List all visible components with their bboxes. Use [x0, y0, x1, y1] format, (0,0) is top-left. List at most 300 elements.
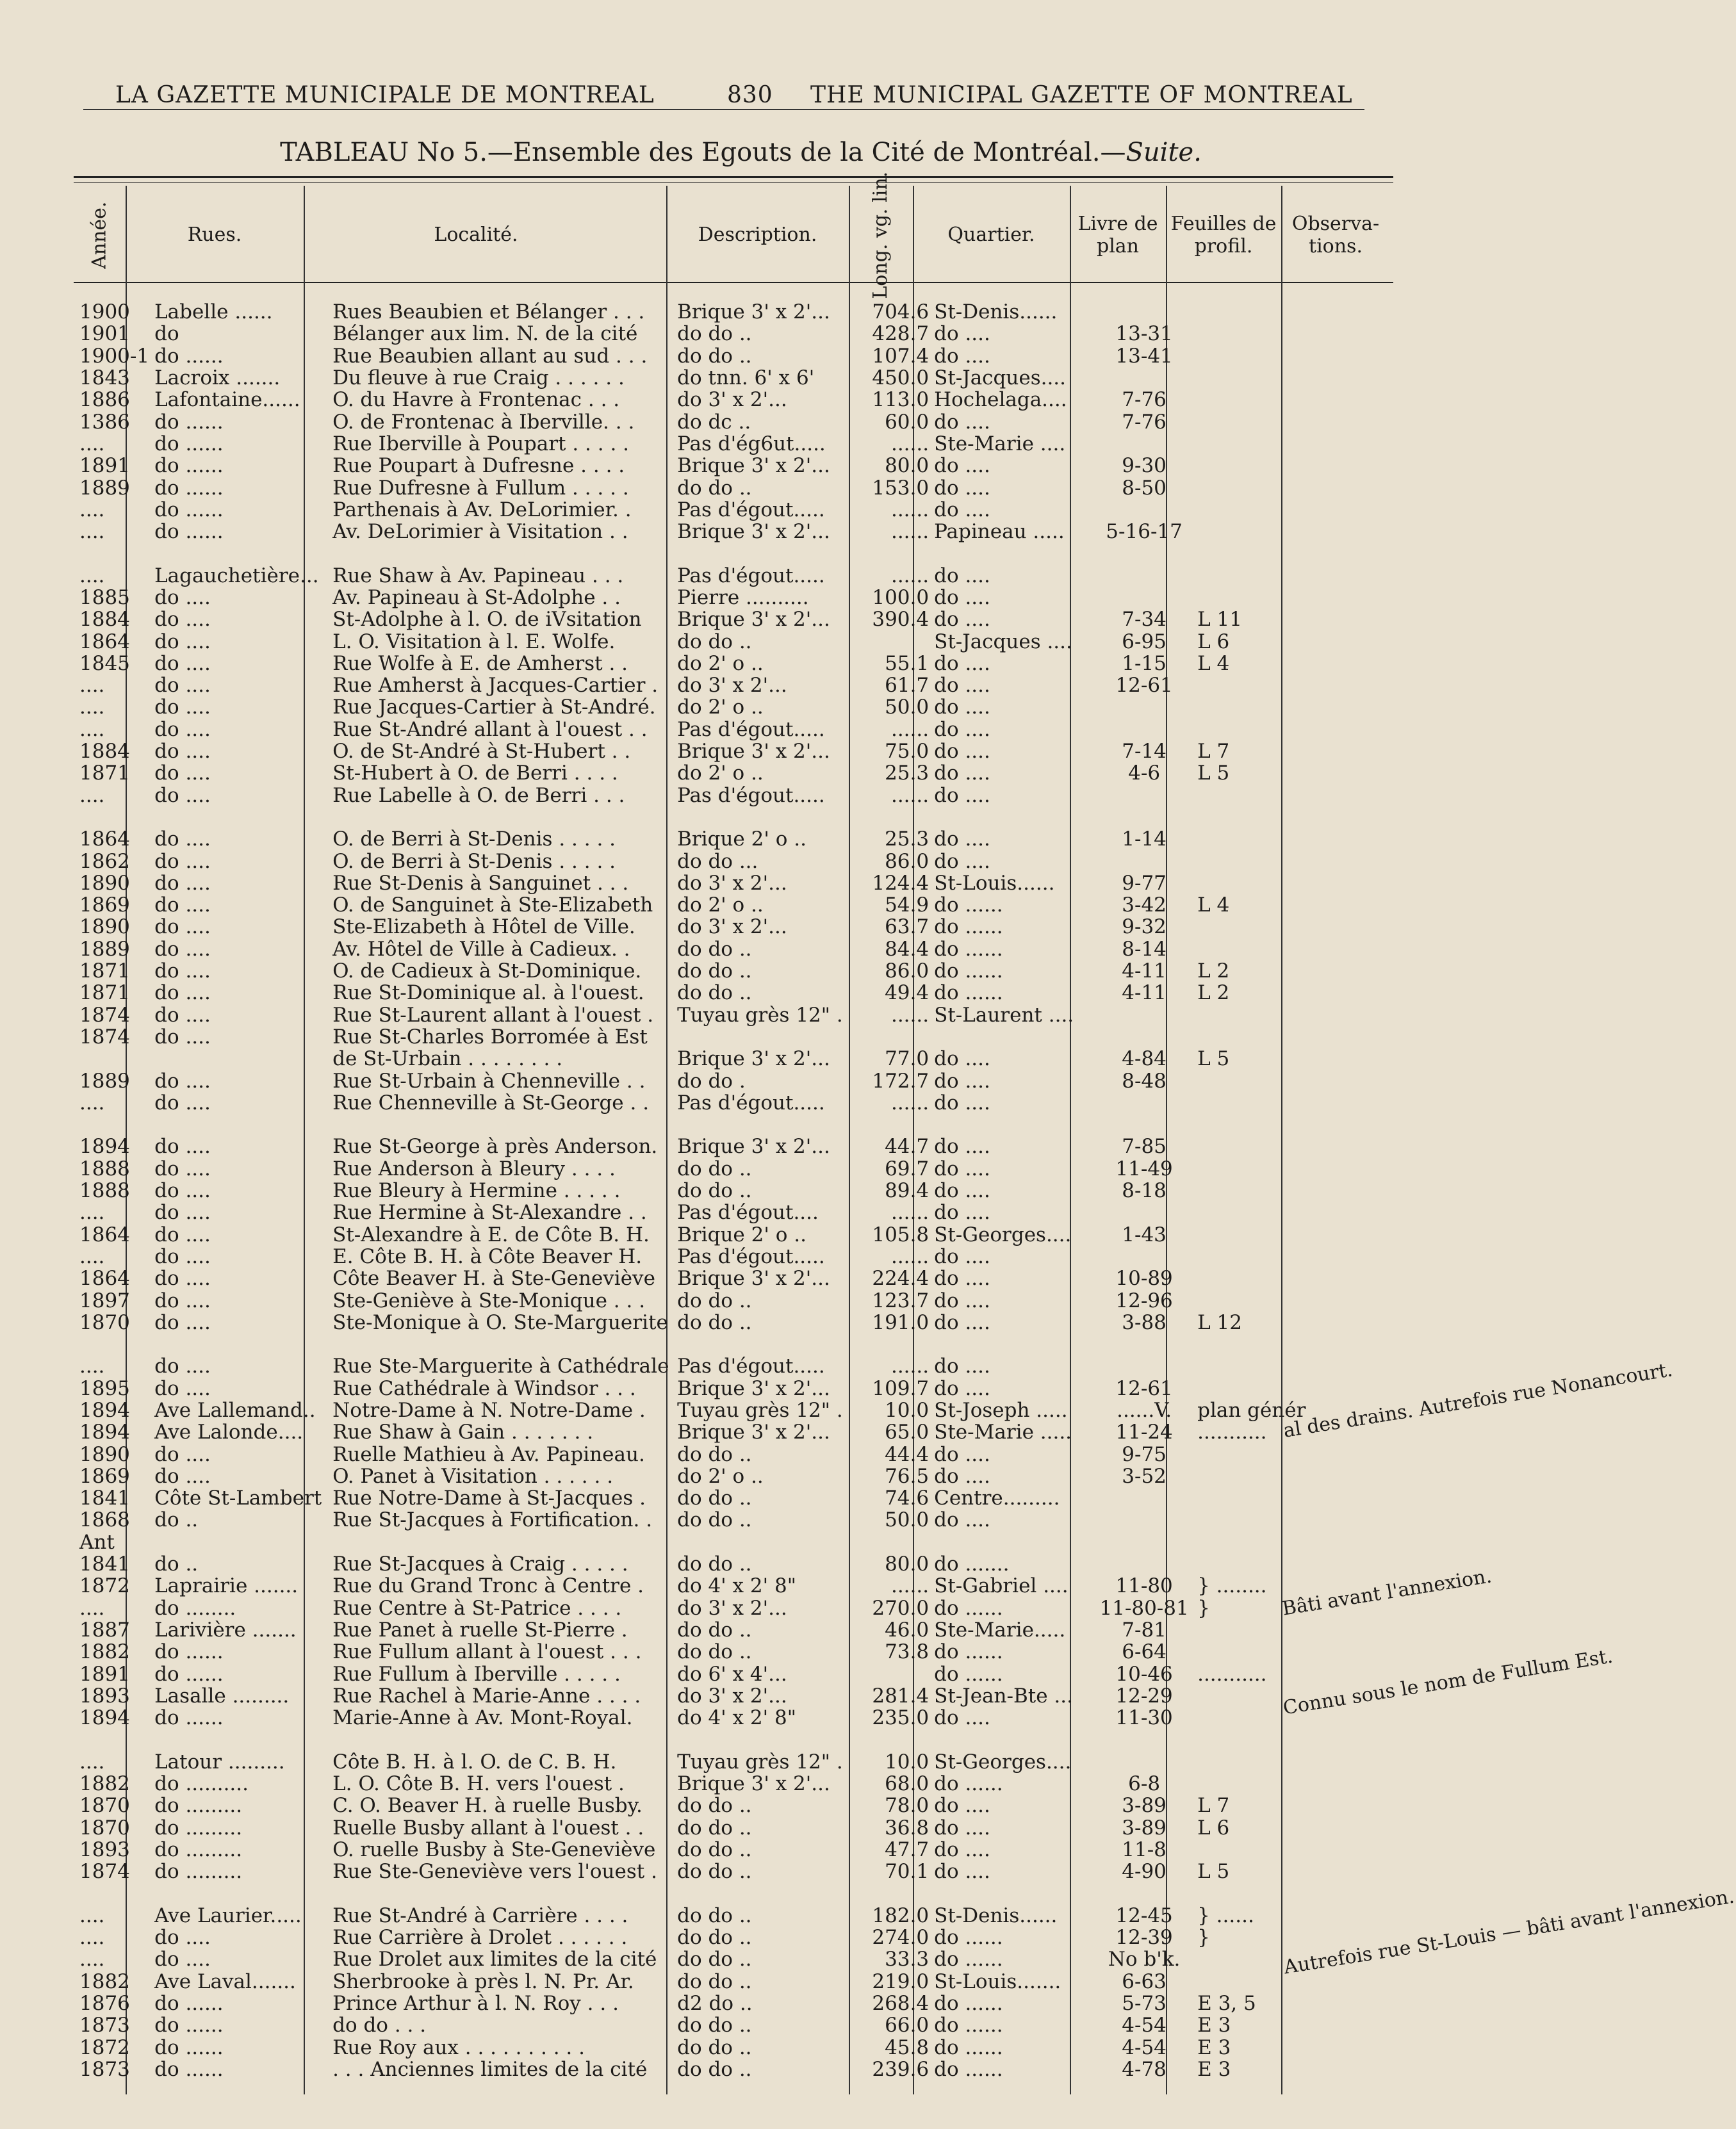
row-year: 1884 [79, 608, 130, 632]
row-year: 1841 [79, 1487, 130, 1510]
row-locality: . . . Anciennes limites de la cité [332, 2057, 648, 2081]
row-ward: do .... [934, 828, 990, 851]
row-observation [1315, 1905, 1429, 1927]
row-observation [1315, 1114, 1429, 1136]
table-row [77, 1927, 1429, 1948]
row-locality: Rue Jacques-Cartier à St-André. [332, 696, 656, 719]
row-plan-book [1093, 542, 1195, 564]
row-ward: do .... [934, 1706, 990, 1730]
row-locality: Rue Wolfe à E. de Amherst . . [332, 651, 628, 675]
table-row [77, 1443, 1429, 1465]
row-description: do do .. [677, 1618, 752, 1642]
row-profile-sheet [1195, 542, 1315, 564]
row-year: 1895 [79, 1376, 130, 1400]
row-profile-sheet [1195, 323, 1315, 345]
row-plan-book: 12-29 [1115, 1684, 1173, 1708]
table-row [77, 455, 1429, 477]
row-profile-sheet [1195, 1465, 1315, 1487]
row-year: 1864 [79, 1267, 130, 1291]
row-locality: Notre-Dame à N. Notre-Dame . [332, 1398, 646, 1422]
row-length: 75.0 [885, 740, 929, 763]
row-ward: do .... [934, 476, 990, 500]
row-description [675, 1729, 862, 1750]
table-row [77, 1355, 1429, 1377]
row-plan-book [1093, 1355, 1195, 1377]
row-length: 69.7 [885, 1157, 929, 1180]
row-street: do ......... [154, 1838, 243, 1861]
row-plan-book: 12-61 [1115, 674, 1173, 697]
row-street: do .... [154, 981, 211, 1005]
row-year: 1886 [79, 388, 130, 412]
row-profile-sheet: L 12 [1197, 1310, 1242, 1334]
row-street: do .... [154, 608, 211, 632]
row-street [152, 1114, 330, 1136]
row-description [675, 542, 862, 564]
row-length: ...... [890, 1355, 929, 1378]
row-ward: Ste-Marie .... [934, 432, 1066, 455]
row-observation [1315, 674, 1429, 696]
row-plan-book: 3-89 [1122, 1794, 1167, 1818]
row-length: ...... [890, 1244, 929, 1268]
row-year [77, 1048, 152, 1070]
row-street: do .. [154, 1508, 199, 1532]
row-street: do ......... [154, 1860, 243, 1884]
row-year: .... [79, 1201, 105, 1225]
row-length: 153.0 [872, 476, 929, 500]
table-row [77, 1026, 1429, 1048]
row-locality: O. ruelle Busby à Ste-Geneviève [332, 1838, 656, 1861]
row-plan-book: 3-42 [1122, 893, 1167, 917]
row-observation [1315, 1070, 1429, 1091]
row-locality: Rue Beaubien allant au sud . . . [332, 344, 648, 368]
row-ward: do .... [934, 717, 990, 741]
row-profile-sheet [1195, 587, 1315, 608]
row-length: 70.1 [885, 1860, 929, 1884]
row-locality: L. O. Visitation à l. E. Wolfe. [332, 630, 616, 653]
row-year: 1889 [79, 1069, 130, 1093]
row-profile-sheet [1195, 1773, 1315, 1795]
row-locality: Rue Rachel à Marie-Anne . . . . [332, 1684, 641, 1708]
row-locality: Parthenais à Av. DeLorimier. . [332, 498, 632, 521]
row-profile-sheet [1195, 1136, 1315, 1157]
row-profile-sheet: L 7 [1197, 740, 1230, 763]
row-ward: St-Jacques.... [934, 366, 1067, 390]
row-locality: Rue St-Charles Borromée à Est [332, 1025, 648, 1048]
row-locality: O. de St-André à St-Hubert . . [332, 740, 631, 763]
row-profile-sheet [1195, 345, 1315, 367]
row-description: do do .. [677, 344, 752, 368]
row-locality: L. O. Côte B. H. vers l'ouest . [332, 1772, 625, 1796]
row-profile-sheet [1195, 477, 1315, 498]
row-ward: do .... [934, 1201, 990, 1225]
row-locality [330, 1882, 675, 1904]
row-description: do 2' o .. [677, 893, 764, 917]
row-ward: do .... [934, 586, 990, 609]
row-ward: do .... [934, 849, 990, 873]
row-description: Pas d'égout.... [677, 1201, 819, 1225]
table-row [77, 1905, 1429, 1927]
row-year: 1868 [79, 1508, 130, 1532]
row-length: 123.7 [872, 1289, 929, 1312]
table-row [77, 1334, 1429, 1355]
row-ward: do .... [934, 1289, 990, 1312]
row-plan-book: 13-41 [1115, 344, 1173, 368]
row-street [152, 1882, 330, 1904]
row-profile-sheet: E 3 [1197, 2057, 1231, 2081]
row-profile-sheet [1195, 301, 1315, 323]
row-plan-book: 9-32 [1122, 915, 1167, 939]
row-description: Brique 3' x 2'... [677, 1376, 830, 1400]
row-plan-book: 7-81 [1122, 1618, 1167, 1642]
table-row [77, 608, 1429, 630]
row-plan-book: 11-30 [1115, 1706, 1173, 1730]
row-year: 1887 [79, 1618, 130, 1642]
row-description: do do .. [677, 1926, 752, 1950]
row-profile-sheet: plan génér [1197, 1398, 1306, 1422]
row-street: do .... [154, 1201, 211, 1225]
table-row [77, 1246, 1429, 1268]
row-street: do ...... [154, 2035, 224, 2059]
row-street: do .......... [154, 1772, 249, 1796]
row-ward: do ...... [934, 937, 1003, 961]
row-length [862, 1026, 931, 1048]
row-ward: do .... [934, 674, 990, 697]
table-row [77, 1509, 1429, 1531]
row-locality: St-Adolphe à l. O. de iVsitation [332, 608, 642, 632]
table-row [77, 1202, 1429, 1223]
row-ward: St-Joseph ..... [934, 1398, 1068, 1422]
page-number: 830 [727, 82, 773, 108]
row-profile-sheet [1195, 1004, 1315, 1026]
table-row [77, 2036, 1429, 2058]
table-row [77, 1619, 1429, 1641]
row-description: do 3' x 2'... [677, 674, 787, 697]
row-year: .... [79, 783, 105, 807]
col-quartier: Quartier. [947, 224, 1035, 247]
row-locality: Rue Cathédrale à Windsor . . . [332, 1376, 636, 1400]
row-year: 1862 [79, 849, 130, 873]
row-plan-book [1093, 1026, 1195, 1048]
table-row [77, 1136, 1429, 1157]
row-year: .... [79, 1355, 105, 1378]
row-year: 1872 [79, 2035, 130, 2059]
row-locality: O. de Berri à St-Denis . . . . . [332, 828, 616, 851]
row-description: Tuyau grès 12" . [677, 1003, 843, 1027]
row-description: Tuyau grès 12" . [677, 1398, 843, 1422]
row-street: do .... [154, 674, 211, 697]
row-length: 76.5 [885, 1464, 929, 1488]
row-plan-book: 1-43 [1122, 1223, 1167, 1246]
row-description: do tnn. 6' x 6' [677, 366, 815, 390]
row-description: do 3' x 2'... [677, 388, 787, 412]
row-description: do do .. [677, 1310, 752, 1334]
row-locality: Marie-Anne à Av. Mont-Royal. [332, 1706, 633, 1730]
row-ward: do ...... [934, 1640, 1003, 1664]
row-locality: Rue Carrière à Drolet . . . . . . [332, 1926, 628, 1950]
row-description: Pierre .......... [677, 586, 809, 609]
row-street: do ...... [154, 1992, 224, 2015]
row-observation [1315, 1839, 1429, 1861]
row-length: 74.6 [885, 1487, 929, 1510]
row-observation [1315, 499, 1429, 521]
row-year [77, 1334, 152, 1355]
table-row [77, 982, 1429, 1004]
row-locality: Rue Hermine à St-Alexandre . . [332, 1201, 647, 1225]
table-row [77, 301, 1429, 323]
row-year: 1871 [79, 762, 130, 785]
row-description: do do .. [677, 1442, 752, 1466]
row-locality: Rue Shaw à Av. Papineau . . . [332, 564, 624, 587]
row-length: 63.7 [885, 915, 929, 939]
row-locality: Ruelle Mathieu à Av. Papineau. [332, 1442, 645, 1466]
row-length: 77.0 [885, 1047, 929, 1071]
row-observation [1315, 938, 1429, 960]
row-observation [1315, 1861, 1429, 1882]
row-street: do ...... [154, 344, 224, 368]
row-description: Pas d'égout..... [677, 717, 825, 741]
row-description: do do .. [677, 322, 752, 346]
table-row [77, 1773, 1429, 1795]
row-description: Brique 3' x 2'... [677, 1267, 830, 1291]
header-left: LA GAZETTE MUNICIPALE DE MONTREAL [115, 82, 655, 108]
row-profile-sheet: L 5 [1197, 1047, 1230, 1071]
row-ward: do .... [934, 410, 990, 434]
row-observation [1315, 301, 1429, 323]
row-length: 49.4 [885, 981, 929, 1005]
row-length [862, 806, 931, 828]
row-profile-sheet [1195, 719, 1315, 740]
row-street: do .... [154, 1355, 211, 1378]
row-plan-book [1093, 806, 1195, 828]
row-street: Ave Lallemand.. [154, 1398, 316, 1422]
row-ward: St-Louis...... [934, 871, 1055, 895]
row-description: Pas d'égout..... [677, 783, 825, 807]
row-ward: Centre......... [934, 1487, 1060, 1510]
row-year: 1890 [79, 915, 130, 939]
row-locality: Rue St-André à Carrière . . . . [332, 1904, 628, 1927]
row-ward: do ...... [934, 1948, 1003, 1971]
row-plan-book: 13-31 [1115, 322, 1173, 346]
row-length: 45.8 [885, 2035, 929, 2059]
row-street: do .... [154, 1223, 211, 1246]
row-year: .... [79, 1904, 105, 1927]
row-year [77, 542, 152, 564]
row-ward: do .... [934, 1794, 990, 1818]
row-length: 33.3 [885, 1948, 929, 1971]
row-year: 1889 [79, 476, 130, 500]
row-locality: Rue Bleury à Hermine . . . . . [332, 1179, 621, 1203]
row-year: 1845 [79, 651, 130, 675]
row-street: do .... [154, 893, 211, 917]
row-description: Brique 3' x 2'... [677, 1772, 830, 1796]
row-locality: Rue Fullum à Iberville . . . . . [332, 1662, 621, 1686]
note-fullum: Connu sous le nom de Fullum Est. [1281, 1645, 1615, 1720]
row-plan-book: 12-96 [1115, 1289, 1173, 1312]
row-profile-sheet [1195, 1158, 1315, 1180]
row-profile-sheet [1195, 521, 1315, 542]
row-length: ...... [890, 1574, 929, 1598]
row-ward: St-Georges.... [934, 1750, 1072, 1774]
row-plan-book: 10-46 [1115, 1662, 1173, 1686]
col-annee [77, 192, 123, 279]
row-plan-book: 6-64 [1122, 1640, 1167, 1664]
row-ward [931, 1882, 1093, 1904]
row-year: 1888 [79, 1157, 130, 1180]
row-length: 50.0 [885, 696, 929, 719]
table-row [77, 806, 1429, 828]
row-description: Brique 3' x 2'... [677, 608, 830, 632]
table-row [77, 411, 1429, 432]
row-locality: Rue Iberville à Poupart . . . . . [332, 432, 630, 455]
row-profile-sheet [1195, 1202, 1315, 1223]
row-plan-book [1093, 1882, 1195, 1904]
row-length: 191.0 [872, 1310, 929, 1334]
row-street [152, 1048, 330, 1070]
row-ward: do .... [934, 651, 990, 675]
row-ward: do ...... [934, 1992, 1003, 2015]
row-observation [1315, 542, 1429, 564]
row-locality: Rue Chenneville à St-George . . [332, 1091, 650, 1114]
row-observation [1315, 828, 1429, 850]
table-row [77, 1223, 1429, 1245]
row-ward: do .... [934, 1267, 990, 1291]
row-profile-sheet: E 3 [1197, 2014, 1231, 2037]
row-locality: E. Côte B. H. à Côte Beaver H. [332, 1244, 643, 1268]
row-observation [1315, 1355, 1429, 1377]
row-profile-sheet: L 4 [1197, 651, 1230, 675]
row-locality: Av. DeLorimier à Visitation . . [332, 520, 628, 544]
row-street: Larivière ....... [154, 1618, 297, 1642]
row-ward: do ...... [934, 981, 1003, 1005]
row-profile-sheet: E 3 [1197, 2035, 1231, 2059]
row-description [675, 1531, 862, 1553]
row-description [675, 1026, 862, 1048]
row-street: do .... [154, 696, 211, 719]
row-year: 1889 [79, 937, 130, 961]
row-description: Tuyau grès 12" . [677, 1750, 843, 1774]
row-street: do .... [154, 1091, 211, 1114]
table-row [77, 894, 1429, 916]
row-description [675, 1334, 862, 1355]
row-length: 89.4 [885, 1179, 929, 1203]
row-length: 235.0 [872, 1706, 929, 1730]
row-length: 107.4 [872, 344, 929, 368]
row-ward: do .... [934, 454, 990, 478]
row-year: .... [79, 717, 105, 741]
row-locality: St-Hubert à O. de Berri . . . . [332, 762, 618, 785]
table-row [77, 762, 1429, 784]
row-profile-sheet: } ........ [1197, 1574, 1267, 1598]
row-description: do 4' x 2' 8" [677, 1574, 796, 1598]
row-profile-sheet [1195, 806, 1315, 828]
row-street: do .... [154, 1069, 211, 1093]
row-locality [330, 1531, 675, 1553]
row-description: do do .. [677, 630, 752, 653]
row-plan-book [1093, 587, 1195, 608]
row-plan-book [1093, 433, 1195, 455]
row-locality: Av. Papineau à St-Adolphe . . [332, 586, 621, 609]
row-year: .... [79, 1750, 105, 1774]
table-row [77, 2014, 1429, 2036]
row-locality: Rue Roy aux . . . . . . . . . . [332, 2035, 585, 2059]
row-description: do 2' o .. [677, 1464, 764, 1488]
row-length: 47.7 [885, 1838, 929, 1861]
row-length: ...... [890, 432, 929, 455]
row-description [675, 1882, 862, 1904]
row-locality: Rue Fullum allant à l'ouest . . . [332, 1640, 642, 1664]
row-year: 1874 [79, 1025, 130, 1048]
row-description: do do .. [677, 1816, 752, 1839]
table-row [77, 850, 1429, 872]
row-plan-book: 5-73 [1122, 1992, 1167, 2015]
row-observation [1315, 1509, 1429, 1531]
header-rule [83, 109, 1364, 110]
row-description: do do .. [677, 1289, 752, 1312]
row-observation [1315, 1158, 1429, 1180]
row-description: do 3' x 2'... [677, 1684, 787, 1708]
note-st-louis: Autrefois rue St-Louis — bâti avant l'annexion. [1282, 1885, 1736, 1979]
row-length: 73.8 [885, 1640, 929, 1664]
row-ward: do .... [934, 1047, 990, 1071]
row-year: 1873 [79, 2014, 130, 2037]
row-length: 84.4 [885, 937, 929, 961]
row-plan-book: 7-76 [1122, 388, 1167, 412]
row-observation [1315, 696, 1429, 718]
row-plan-book [1093, 1246, 1195, 1268]
row-observation [1315, 1553, 1429, 1575]
row-plan-book: 8-48 [1122, 1069, 1167, 1093]
row-ward: do .... [934, 322, 990, 346]
row-description: do do .. [677, 981, 752, 1005]
row-length [862, 630, 931, 652]
note-drains: al des drains. Autrefois rue Nonancourt. [1282, 1358, 1675, 1442]
row-plan-book [1093, 696, 1195, 718]
row-observation [1315, 1223, 1429, 1245]
row-street: do .... [154, 1135, 211, 1159]
row-profile-sheet [1195, 1487, 1315, 1509]
row-description: do do .. [677, 1860, 752, 1884]
row-plan-book [1093, 719, 1195, 740]
row-year: Ant [79, 1530, 115, 1554]
row-length: ...... [890, 1091, 929, 1114]
row-profile-sheet [1195, 1619, 1315, 1641]
row-ward: St-Gabriel .... [934, 1574, 1069, 1598]
row-locality: O. de Frontenac à Iberville. . . [332, 410, 635, 434]
row-locality: do do . . . [332, 2014, 427, 2037]
row-description: do do . [677, 1069, 746, 1093]
table-row [77, 1268, 1429, 1289]
row-observation [1315, 960, 1429, 982]
row-plan-book: 4-54 [1122, 2035, 1167, 2059]
row-description: Brique 2' o .. [677, 1223, 807, 1246]
row-profile-sheet [1195, 696, 1315, 718]
col-feuilles: Feuilles de profil. [1170, 213, 1277, 257]
header-bottom-rule [74, 282, 1393, 283]
row-street: do .... [154, 937, 211, 961]
row-observation [1315, 433, 1429, 455]
row-ward: St-Laurent .... [934, 1003, 1074, 1027]
row-street: do .... [154, 651, 211, 675]
row-profile-sheet [1195, 565, 1315, 587]
row-year: .... [79, 1948, 105, 1971]
row-plan-book: 12-39 [1115, 1926, 1173, 1950]
row-locality: Rue Anderson à Bleury . . . . [332, 1157, 616, 1180]
row-length [862, 1334, 931, 1355]
row-length: ...... [890, 498, 929, 521]
row-street: do ...... [154, 2014, 224, 2037]
table-row [77, 323, 1429, 345]
row-street: do .... [154, 1289, 211, 1312]
